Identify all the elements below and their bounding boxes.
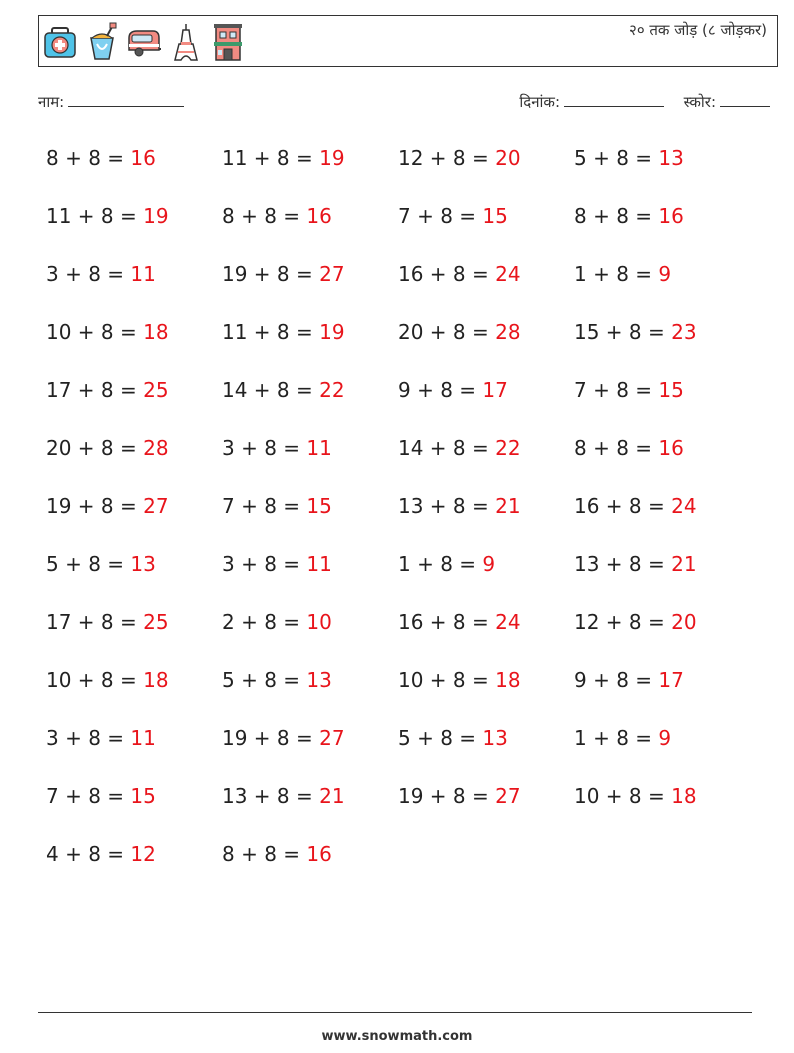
problem-answer: 11: [130, 726, 156, 750]
name-label: नाम:: [38, 93, 65, 111]
sand-bucket-icon: [85, 22, 119, 62]
problem-question: 16 + 8 =: [398, 262, 489, 286]
problem-answer: 13: [482, 726, 508, 750]
problem-question: 19 + 8 =: [398, 784, 489, 808]
problem-question: 4 + 8 =: [46, 842, 125, 866]
problem-item: [398, 726, 574, 784]
problem-question: 10 + 8 =: [46, 320, 137, 344]
problem-question: 3 + 8 =: [46, 726, 125, 750]
problem-question: 10 + 8 =: [574, 784, 665, 808]
problem-item: [46, 610, 222, 668]
problem-answer: 18: [671, 784, 697, 808]
caravan-icon: [127, 22, 161, 62]
problem-item: [398, 494, 574, 552]
problem-question: 9 + 8 =: [574, 668, 653, 692]
problem-answer: 24: [671, 494, 697, 518]
problem-answer: 20: [495, 146, 521, 170]
problem-answer: 16: [130, 146, 156, 170]
problem-item: [398, 668, 574, 726]
first-aid-kit-icon: [43, 22, 77, 62]
header-icons: [43, 22, 245, 62]
name-field: [38, 92, 184, 112]
problem-answer: 28: [143, 436, 169, 460]
problem-question: 3 + 8 =: [222, 552, 301, 576]
problem-answer: 13: [306, 668, 332, 692]
problem-answer: 15: [306, 494, 332, 518]
problem-item: [222, 552, 398, 610]
score-label: स्कोर:: [683, 93, 716, 111]
problem-question: 19 + 8 =: [46, 494, 137, 518]
problem-question: 5 + 8 =: [46, 552, 125, 576]
problem-item: [398, 320, 574, 378]
problem-question: 8 + 8 =: [574, 436, 653, 460]
problem-question: 14 + 8 =: [222, 378, 313, 402]
problem-item: [574, 610, 750, 668]
problem-item: [46, 436, 222, 494]
problem-question: 5 + 8 =: [398, 726, 477, 750]
problem-answer: 19: [319, 146, 345, 170]
problem-answer: 18: [143, 668, 169, 692]
problem-answer: 24: [495, 262, 521, 286]
problem-question: 19 + 8 =: [222, 726, 313, 750]
eiffel-tower-icon: [169, 22, 203, 62]
worksheet-title: २० तक जोड़ (८ जोड़कर): [629, 21, 767, 39]
problem-answer: 9: [658, 262, 672, 286]
problem-answer: 16: [658, 204, 684, 228]
problem-answer: 16: [306, 204, 332, 228]
problem-item: [222, 320, 398, 378]
problem-question: 12 + 8 =: [398, 146, 489, 170]
problem-question: 8 + 8 =: [46, 146, 125, 170]
problem-question: 2 + 8 =: [222, 610, 301, 634]
problem-grid: [46, 146, 766, 900]
problem-answer: 13: [658, 146, 684, 170]
problem-question: 5 + 8 =: [222, 668, 301, 692]
problem-item: [46, 552, 222, 610]
problem-question: 16 + 8 =: [398, 610, 489, 634]
problem-item: [574, 320, 750, 378]
problem-item: [46, 842, 222, 900]
problem-item: [46, 262, 222, 320]
problem-question: 17 + 8 =: [46, 378, 137, 402]
problem-answer: 21: [671, 552, 697, 576]
problem-item: [222, 784, 398, 842]
name-blank[interactable]: [68, 92, 184, 107]
problem-answer: 21: [319, 784, 345, 808]
date-score-fields: [519, 92, 770, 112]
problem-answer: 16: [658, 436, 684, 460]
problem-question: 16 + 8 =: [574, 494, 665, 518]
problem-item: [574, 668, 750, 726]
problem-question: 7 + 8 =: [222, 494, 301, 518]
problem-item: [398, 784, 574, 842]
problem-answer: 24: [495, 610, 521, 634]
problem-answer: 11: [306, 552, 332, 576]
problem-answer: 15: [658, 378, 684, 402]
problem-question: 1 + 8 =: [398, 552, 477, 576]
problem-item: [46, 204, 222, 262]
problem-answer: 27: [143, 494, 169, 518]
problem-answer: 18: [143, 320, 169, 344]
problem-item: [574, 378, 750, 436]
problem-answer: 11: [306, 436, 332, 460]
problem-item: [398, 204, 574, 262]
footer-url: www.snowmath.com: [321, 1029, 473, 1044]
problem-item: [222, 726, 398, 784]
problem-answer: 27: [319, 726, 345, 750]
problem-question: 7 + 8 =: [398, 204, 477, 228]
problem-question: 1 + 8 =: [574, 262, 653, 286]
problem-answer: 19: [319, 320, 345, 344]
problem-answer: 21: [495, 494, 521, 518]
problem-item: [398, 378, 574, 436]
problem-item: [574, 494, 750, 552]
problem-answer: 13: [130, 552, 156, 576]
problem-answer: 17: [482, 378, 508, 402]
problem-question: 19 + 8 =: [222, 262, 313, 286]
footer-divider: [38, 1012, 752, 1013]
problem-item: [46, 494, 222, 552]
problem-answer: 9: [482, 552, 496, 576]
problem-item: [398, 436, 574, 494]
problem-item: [222, 494, 398, 552]
problem-answer: 22: [495, 436, 521, 460]
problem-question: 20 + 8 =: [46, 436, 137, 460]
problem-answer: 20: [671, 610, 697, 634]
problem-answer: 16: [306, 842, 332, 866]
worksheet-header: [38, 15, 778, 67]
date-label: दिनांक:: [519, 93, 560, 111]
problem-question: 14 + 8 =: [398, 436, 489, 460]
date-blank[interactable]: [564, 92, 664, 107]
problem-answer: 9: [658, 726, 672, 750]
problem-item: [222, 436, 398, 494]
problem-question: 7 + 8 =: [46, 784, 125, 808]
problem-question: 11 + 8 =: [222, 146, 313, 170]
problem-question: 11 + 8 =: [222, 320, 313, 344]
problem-item: [222, 668, 398, 726]
problem-item: [46, 320, 222, 378]
problem-question: 20 + 8 =: [398, 320, 489, 344]
problem-item: [574, 204, 750, 262]
problem-item: [574, 784, 750, 842]
problem-answer: 27: [319, 262, 345, 286]
problem-item: [574, 552, 750, 610]
problem-question: 17 + 8 =: [46, 610, 137, 634]
problem-question: 8 + 8 =: [222, 204, 301, 228]
problem-question: 13 + 8 =: [222, 784, 313, 808]
problem-question: 8 + 8 =: [222, 842, 301, 866]
problem-item: [222, 842, 398, 900]
problem-question: 7 + 8 =: [574, 378, 653, 402]
problem-item: [398, 610, 574, 668]
problem-answer: 28: [495, 320, 521, 344]
problem-item: [46, 378, 222, 436]
problem-question: 9 + 8 =: [398, 378, 477, 402]
problem-question: 1 + 8 =: [574, 726, 653, 750]
problem-question: 3 + 8 =: [46, 262, 125, 286]
score-blank[interactable]: [720, 92, 770, 107]
problem-item: [46, 784, 222, 842]
building-icon: [211, 22, 245, 62]
problem-answer: 10: [306, 610, 332, 634]
problem-item: [46, 146, 222, 204]
problem-item: [222, 204, 398, 262]
problem-question: 11 + 8 =: [46, 204, 137, 228]
problem-item: [46, 726, 222, 784]
problem-answer: 27: [495, 784, 521, 808]
problem-answer: 15: [130, 784, 156, 808]
problem-answer: 12: [130, 842, 156, 866]
problem-question: 10 + 8 =: [398, 668, 489, 692]
problem-answer: 23: [671, 320, 697, 344]
problem-item: [398, 552, 574, 610]
problem-item: [222, 262, 398, 320]
problem-question: 3 + 8 =: [222, 436, 301, 460]
problem-item: [574, 726, 750, 784]
problem-question: 10 + 8 =: [46, 668, 137, 692]
problem-item: [222, 146, 398, 204]
problem-answer: 25: [143, 610, 169, 634]
problem-question: 13 + 8 =: [398, 494, 489, 518]
problem-item: [398, 146, 574, 204]
problem-item: [222, 378, 398, 436]
problem-answer: 17: [658, 668, 684, 692]
problem-answer: 19: [143, 204, 169, 228]
problem-question: 13 + 8 =: [574, 552, 665, 576]
problem-question: 12 + 8 =: [574, 610, 665, 634]
problem-item: [574, 262, 750, 320]
problem-question: 5 + 8 =: [574, 146, 653, 170]
problem-item: [574, 436, 750, 494]
problem-item: [574, 146, 750, 204]
problem-question: 15 + 8 =: [574, 320, 665, 344]
problem-answer: 15: [482, 204, 508, 228]
problem-answer: 18: [495, 668, 521, 692]
problem-answer: 22: [319, 378, 345, 402]
problem-item: [46, 668, 222, 726]
problem-item: [398, 262, 574, 320]
problem-answer: 11: [130, 262, 156, 286]
problem-item: [222, 610, 398, 668]
problem-answer: 25: [143, 378, 169, 402]
problem-question: 8 + 8 =: [574, 204, 653, 228]
